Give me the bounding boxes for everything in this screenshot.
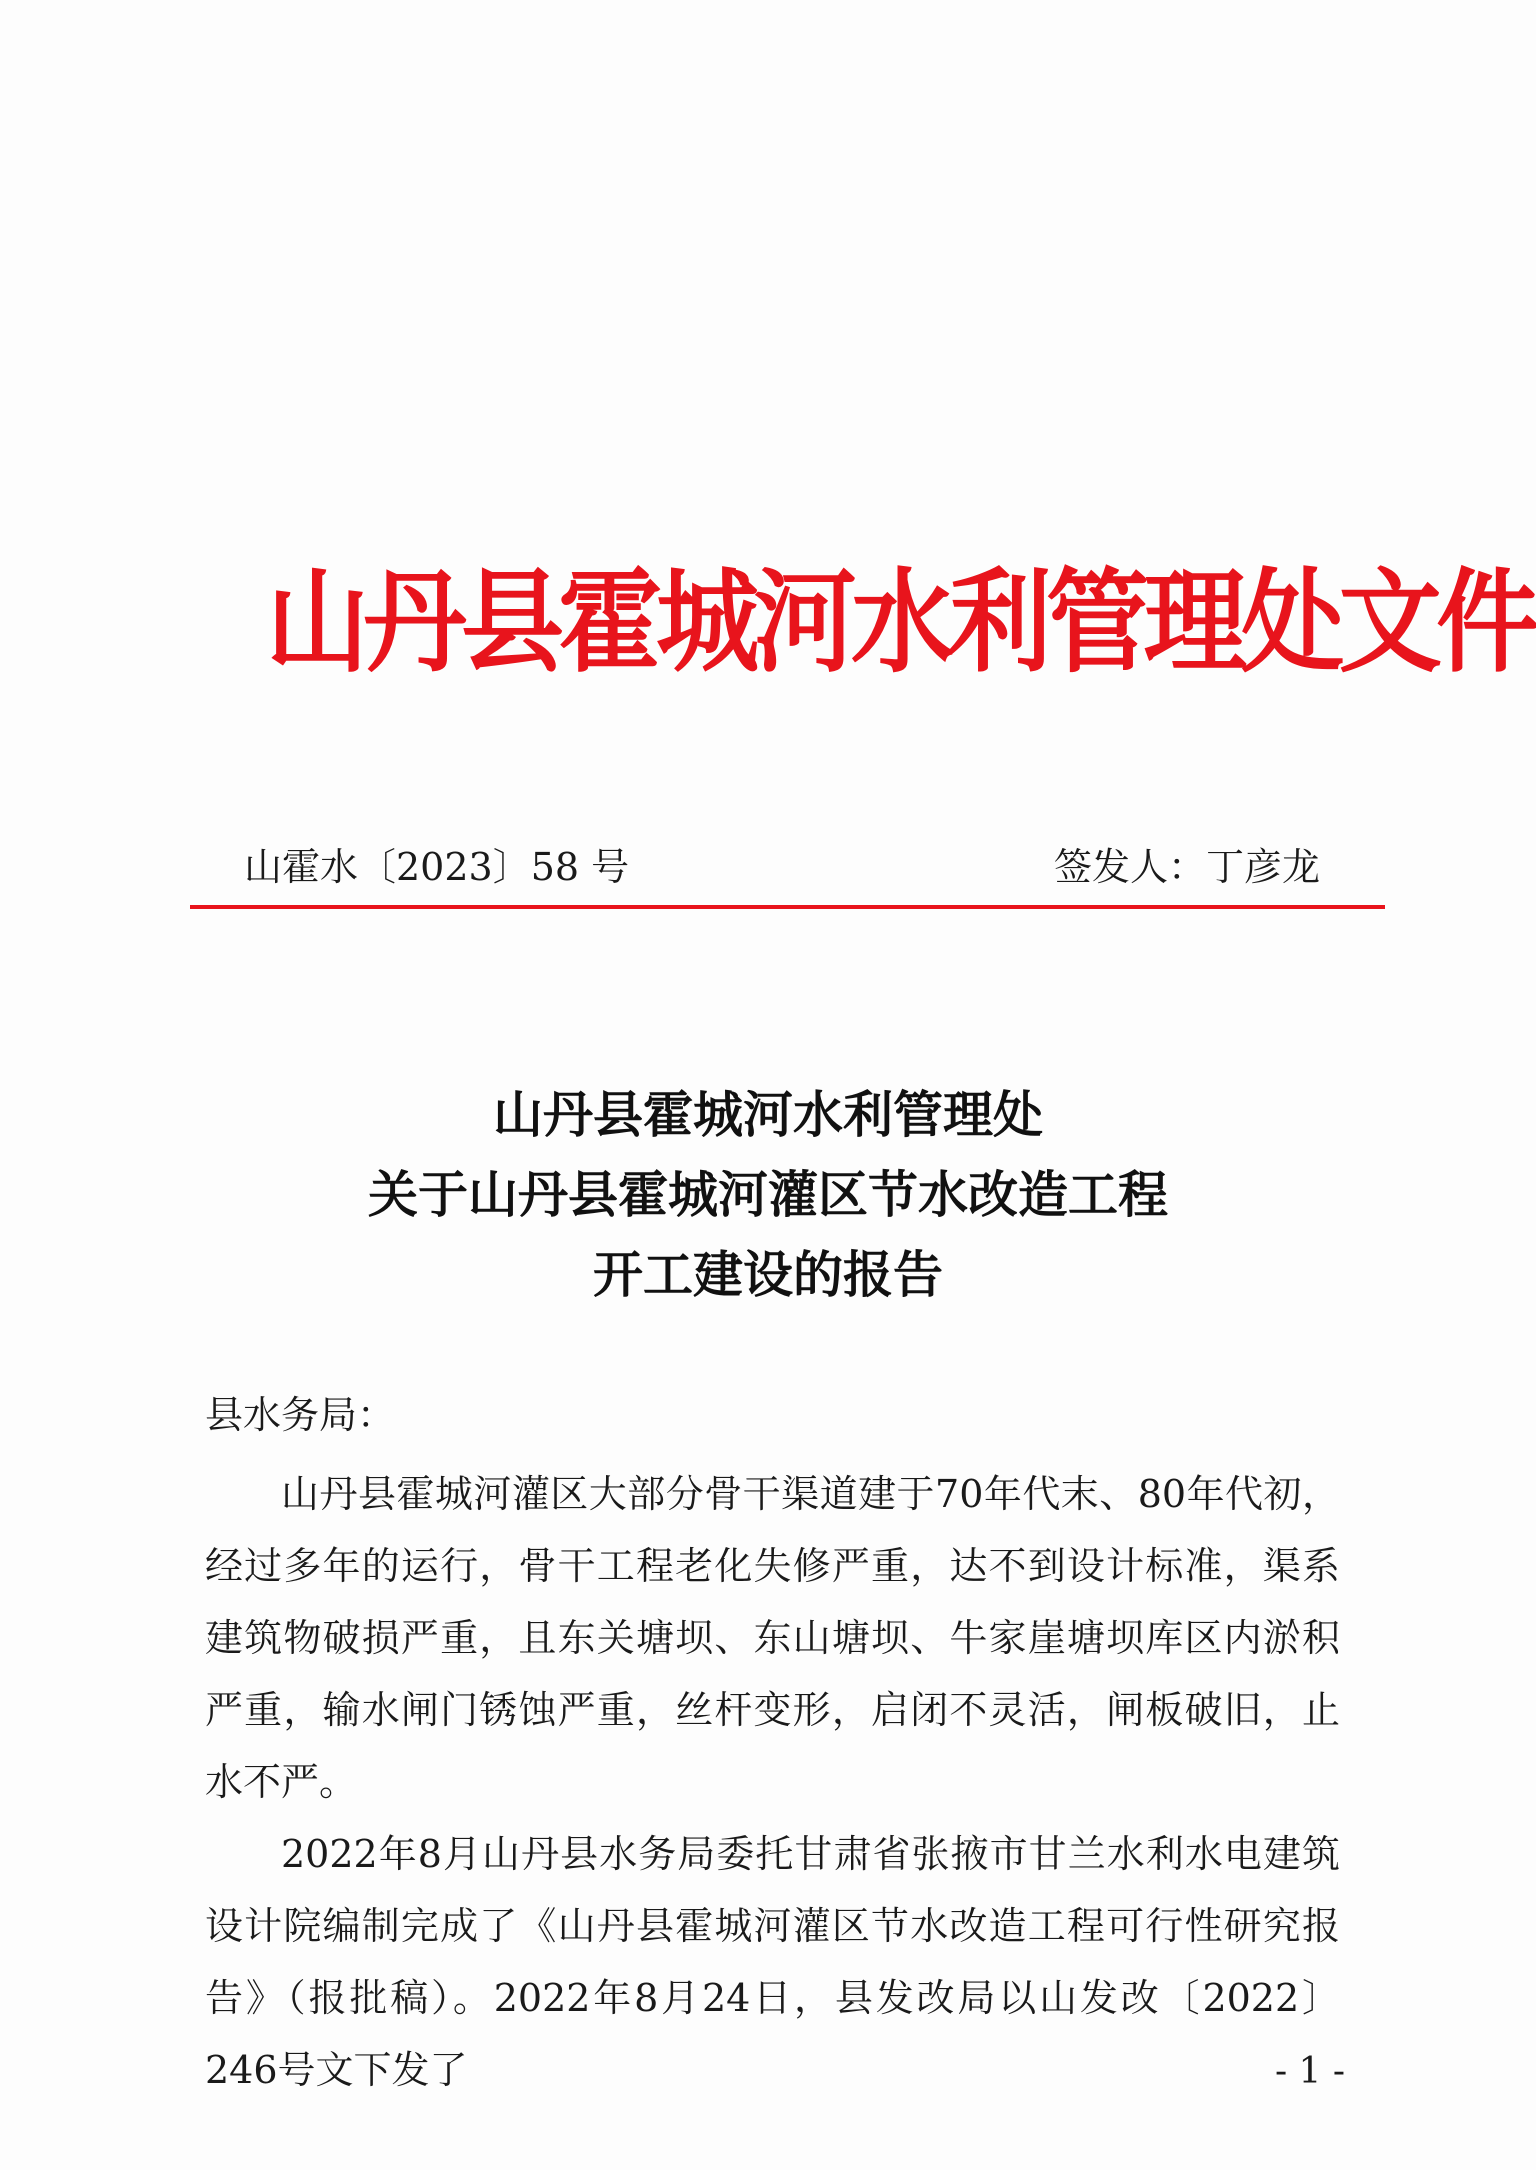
salutation: 县水务局： — [205, 1393, 396, 1437]
masthead-title: 山丹县霍城河水利管理处文件 — [266, 558, 1534, 688]
title-line-2: 关于山丹县霍城河灌区节水改造工程 — [368, 1165, 1168, 1224]
title-line-1: 山丹县霍城河水利管理处 — [493, 1085, 1043, 1144]
body-text — [205, 1458, 1340, 2106]
red-divider — [190, 905, 1385, 909]
report-title — [200, 1075, 1336, 1315]
document-info-line — [230, 842, 1320, 892]
paragraph-1: 山丹县霍城河灌区大部分骨干渠道建于70年代末、80年代初，经过多年的运行，骨干工程老化失修严重，达不到设计标准，渠系建筑物破损严重，且东关塘坝、东山塘坝、牛家崖塘坝库区内淤积严重，输水闸门锈蚀严重，丝杆变形，启闭不灵活，闸板破旧，止水不严。 — [205, 1472, 1340, 1804]
signer: 签发人：丁彦龙 — [1053, 845, 1320, 889]
title-line-3: 开工建设的报告 — [593, 1245, 943, 1304]
document-number: 山霍水〔2023〕58 号 — [244, 845, 630, 889]
page-number: - 1 - — [1274, 2051, 1346, 2092]
paragraph-2: 2022年8月山丹县水务局委托甘肃省张掖市甘兰水利水电建筑设计院编制完成了《山丹县霍城河灌区节水改造工程可行性研究报告》（报批稿）。2022年8月24日，县发改局以山发改〔2022〕246号文下发了 — [205, 1832, 1340, 2092]
